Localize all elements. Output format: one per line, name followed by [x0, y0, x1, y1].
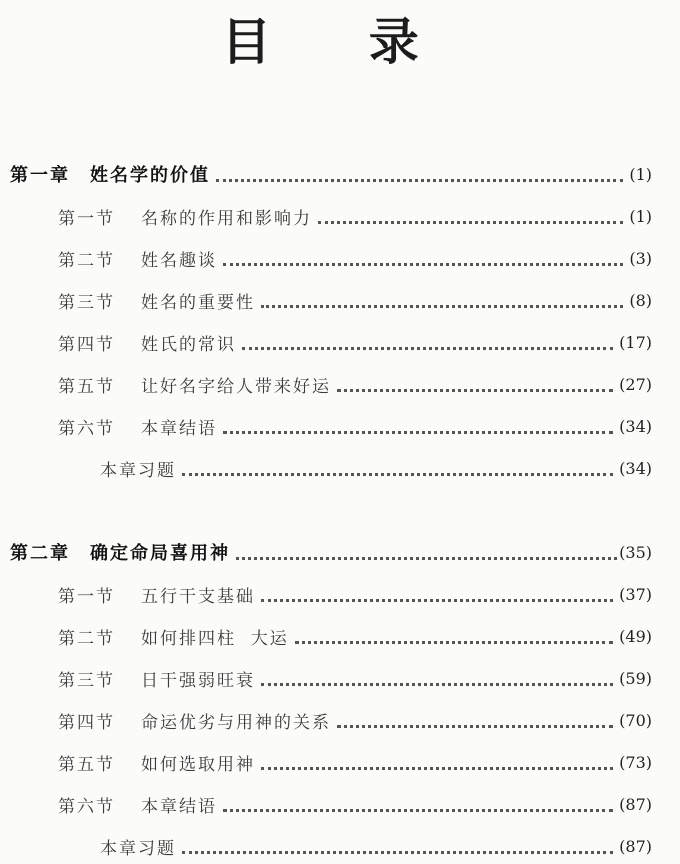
- section-number: 第二节: [58, 250, 115, 271]
- chapter-2-title: 确定命局喜用神: [90, 543, 230, 564]
- chapter-1-section-2[interactable]: [0, 242, 680, 274]
- section-number: 第三节: [58, 292, 115, 313]
- leader-dots: [337, 725, 613, 728]
- section-page: (3): [629, 248, 652, 268]
- section-title: 姓氏的常识: [141, 334, 236, 355]
- chapter-2-section-2[interactable]: [0, 620, 680, 652]
- section-title: 名称的作用和影响力: [141, 208, 312, 229]
- section-number: 第三节: [58, 670, 115, 691]
- section-title: 本章结语: [141, 418, 217, 439]
- leader-dots: [236, 557, 617, 560]
- chapter-1-section-3[interactable]: [0, 284, 680, 316]
- section-number: 第六节: [58, 796, 115, 817]
- section-number: 第五节: [58, 376, 115, 397]
- chapter-2-section-1[interactable]: [0, 578, 680, 610]
- chapter-2-section-3[interactable]: [0, 662, 680, 694]
- chapter-2-section-6[interactable]: [0, 788, 680, 820]
- chapter-1-number: 第一章: [10, 165, 70, 186]
- leader-dots: [242, 347, 613, 350]
- section-title: 姓名的重要性: [141, 292, 255, 313]
- section-number: 第五节: [58, 754, 115, 775]
- exercise-title: 本章习题: [100, 838, 176, 859]
- section-page: (49): [619, 626, 652, 646]
- section-page: (27): [619, 374, 652, 394]
- chapter-2-section-5[interactable]: [0, 746, 680, 778]
- section-page: (1): [629, 206, 652, 226]
- section-title: 如何选取用神: [141, 754, 255, 775]
- chapter-2-section-4[interactable]: [0, 704, 680, 736]
- chapter-1-entry[interactable]: [0, 158, 680, 190]
- exercise-page: (87): [619, 836, 652, 856]
- section-number: 第六节: [58, 418, 115, 439]
- section-page: (59): [619, 668, 652, 688]
- section-title: 日干强弱旺衰: [141, 670, 255, 691]
- exercise-title: 本章习题: [100, 460, 176, 481]
- chapter-1-exercise[interactable]: [0, 452, 680, 484]
- section-title: 命运优劣与用神的关系: [141, 712, 331, 733]
- chapter-2-exercise[interactable]: [0, 830, 680, 862]
- leader-dots: [223, 431, 613, 434]
- section-page: (34): [619, 416, 652, 436]
- section-number: 第四节: [58, 712, 115, 733]
- leader-dots: [261, 683, 613, 686]
- leader-dots: [182, 851, 613, 854]
- chapter-2-page: (35): [619, 542, 652, 562]
- leader-dots: [261, 305, 623, 308]
- section-page: (73): [619, 752, 652, 772]
- section-page: (37): [619, 584, 652, 604]
- section-page: (70): [619, 710, 652, 730]
- section-title: 姓名趣谈: [141, 250, 217, 271]
- chapter-1-section-6[interactable]: [0, 410, 680, 442]
- section-number: 第一节: [58, 208, 115, 229]
- leader-dots: [318, 221, 623, 224]
- leader-dots: [182, 473, 613, 476]
- chapter-1-section-1[interactable]: [0, 200, 680, 232]
- section-page: (17): [619, 332, 652, 352]
- leader-dots: [216, 179, 623, 182]
- section-page: (87): [619, 794, 652, 814]
- section-title: 如何排四柱 大运: [141, 628, 289, 649]
- leader-dots: [223, 263, 623, 266]
- chapter-2-entry[interactable]: [0, 536, 680, 568]
- leader-dots: [337, 389, 613, 392]
- section-number: 第四节: [58, 334, 115, 355]
- section-number: 第一节: [58, 586, 115, 607]
- exercise-page: (34): [619, 458, 652, 478]
- chapter-1-section-4[interactable]: [0, 326, 680, 358]
- leader-dots: [223, 809, 613, 812]
- section-title: 本章结语: [141, 796, 217, 817]
- section-title: 五行干支基础: [141, 586, 255, 607]
- chapter-1-section-5[interactable]: [0, 368, 680, 400]
- leader-dots: [261, 599, 613, 602]
- leader-dots: [261, 767, 613, 770]
- chapter-2-number: 第二章: [10, 543, 70, 564]
- section-page: (8): [629, 290, 652, 310]
- page-title: 目 录: [221, 13, 459, 71]
- leader-dots: [295, 641, 613, 644]
- section-number: 第二节: [58, 628, 115, 649]
- chapter-1-page: (1): [629, 164, 652, 184]
- chapter-1-title: 姓名学的价值: [90, 165, 210, 186]
- section-title: 让好名字给人带来好运: [141, 376, 331, 397]
